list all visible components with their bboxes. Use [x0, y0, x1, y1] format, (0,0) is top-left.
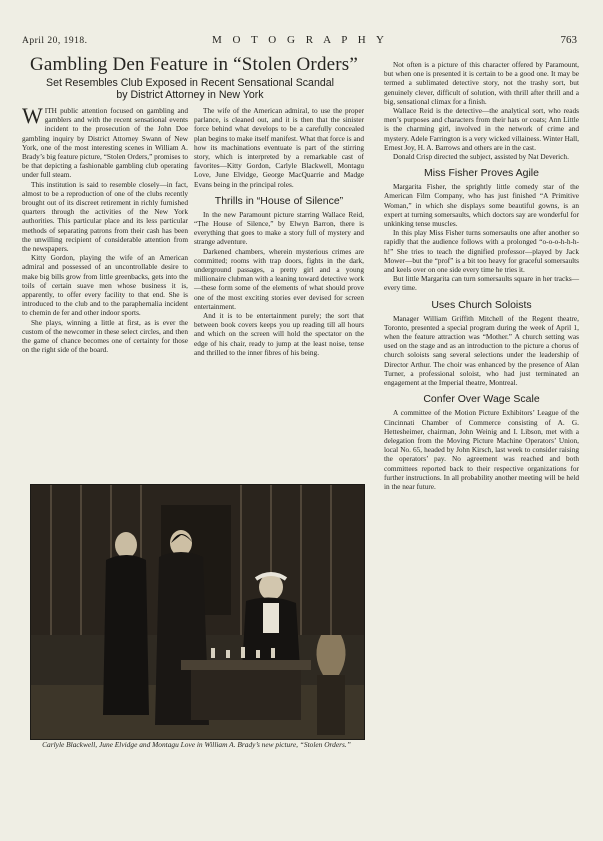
drop-cap: W [22, 103, 43, 128]
paragraph: In this play Miss Fisher turns somersaults one after another so rapidly that the audience follows with a prolonged “o-o-o-h-h-h-h!” She tries to teach the dignified professor—played by Jack Mower—but the “prof” is a bit too heavy for graceful somersaults and keels over on one side every time he tries it. [384, 228, 579, 275]
paragraph: Kitty Gordon, playing the wife of an American admiral and possessed of an uncontrollable desire to make big bills grow from little greenbacks, gets into the toils of certain suave men whose business it is, apparently, to offer every facility to that end. She is introduced to the club and to the paraphernalia incident to chemin de fer and other indoor sports. [22, 253, 188, 318]
paragraph: WITH public attention focused on gambling and gamblers and with the recent sensational events incident to the prosecution of the John Doe gambling inquiry by District Attorney Swann of New York, one of the most interesting scenes in William A. Brady’s big feature picture, “Stolen Orders,” promises to be that depicting a fashionable gambling club operating under full steam. [22, 103, 188, 180]
film-still-photo [30, 484, 365, 740]
paragraph: Donald Crisp directed the subject, assisted by Nat Deverich. [393, 152, 569, 162]
paragraph: The wife of the American admiral, to use the proper parlance, is cleaned out, and it is then that the sinister force behind what develops to be a carefully concealed plan begins to make itself manifest. What that force is and how its machinations eventuate is part of the stirring story, which is interpreted by a remarkable cast of favorites—Kitty Gordon, Carlyle Blackwell, Montagu Love, June Elvidge, George MacQuarrie and Madge Evans being in the principal roles. [194, 106, 364, 189]
page-number: 763 [560, 34, 577, 46]
magazine-name: M O T O G R A P H Y [212, 34, 388, 46]
section-heading: Thrills in “House of Silence” [214, 194, 344, 207]
paragraph: In the new Paramount picture starring Wallace Reid, “The House of Silence,” by Elwyn Barron, there is everything that goes to make a story full of mystery and strange adventure. [194, 209, 364, 247]
paragraph: Not often is a picture of this character offered by Paramount, but when one is presented it is certain to be a good one. It may be termed a sublimated detective story, not the trashy sort, but genuinely clever, difficult of solution, with thrill after thrill and a big, sensational climax for a finish. [384, 60, 579, 106]
photo-caption: Carlyle Blackwell, June Elvidge and Montagu Love in William A. Brady’s new picture, “Stolen Orders.” [42, 740, 351, 749]
paragraph: Margarita Fisher, the sprightly little comedy star of the American Film Company, who has just finished “A Primitive Woman,” in which she displays some beautiful gowns, is an expert at turning somersaults, which doctors say are wonderful for unkinking tense muscles. [384, 182, 579, 229]
article-title: Gambling Den Feature in “Stolen Orders” [29, 54, 359, 75]
section-heading: Uses Church Soloists [431, 298, 532, 311]
column-3 [384, 60, 579, 491]
column-1 [22, 103, 188, 355]
paragraph: Manager William Griffith Mitchell of the Regent theatre, Toronto, presented a special program during the week of April 1, when the feature attraction was “Mother.” A church setting was used on the stage and as an introduction to the picture a chorus of church soloists sang several selections under the leadership of Director Arthur. The choir was enhanced by the presence of Alan Turner, a professional soloist, who had just terminated an engagement at the Imperial theatre, Montreal. [384, 313, 579, 388]
paragraph: But little Margarita can turn somersaults square in her tracks—every time. [384, 274, 579, 293]
paragraph: And it is to be entertainment purely; the sort that between book covers keeps you up reading till all hours and which on the screen will hold the spectator on the edge of his chair, ready to jump at the least noise, tense and thrilled to the inner fibres of his being. [194, 311, 364, 357]
paragraph: Wallace Reid is the detective—the analytical sort, who reads men’s purposes and characters from their hats or coats; Ann Little is the charming girl, involved in the network of crime and mystery. Adele Farrington is a very wicked villainess. Winter Hall, Ernest Joy, H. A. Barrows and others are in the cast. [384, 106, 579, 152]
issue-date: April 20, 1918. [22, 36, 88, 46]
paragraph: A committee of the Motion Picture Exhibitors’ League of the Cincinnati Chamber of Commerce consisting of A. G. Hettesheimer, chairman, John Weinig and I. Libson, met with a delegation from the Moving Picture Machine Operators’ Union, local No. 65, headed by John Kirsch, last week to consider raising the operators’ pay. No agreement was reached and both committees reported back to their respective organizations for further instructions. In all probability another meeting will be held in the near future. [384, 408, 579, 491]
paragraph: She plays, winning a little at first, as is ever the custom of the newcomer in these select circles, and then the game of chance becomes one of certainty for those on the right side of the board. [22, 317, 188, 355]
paragraph: Darkened chambers, wherein mysterious crimes are committed; rooms with trap doors, fights in the dark, underground passages, a pretty girl and a young millionaire clubman with a leaning toward detective work—these form some of the elements of what should prove one of the most exciting stories ever devised for screen entertainment. [194, 246, 364, 311]
section-heading: Miss Fisher Proves Agile [424, 167, 539, 180]
paragraph: This institution is said to resemble closely—in fact, almost to be a reproduction of one of the clubs recently brought out of its discreet retirement in richly furnished quarters through the activities of the New York authorities. This particular place and its less particular methods of separating patrons from their cash has been the unwilling recipient of considerable attention from the newspapers. [22, 179, 188, 254]
article-subtitle: Set Resembles Club Exposed in Recent Sensational Scandal by District Attorney in New York [46, 77, 334, 101]
section-heading: Confer Over Wage Scale [423, 393, 540, 406]
column-2 [194, 106, 364, 357]
